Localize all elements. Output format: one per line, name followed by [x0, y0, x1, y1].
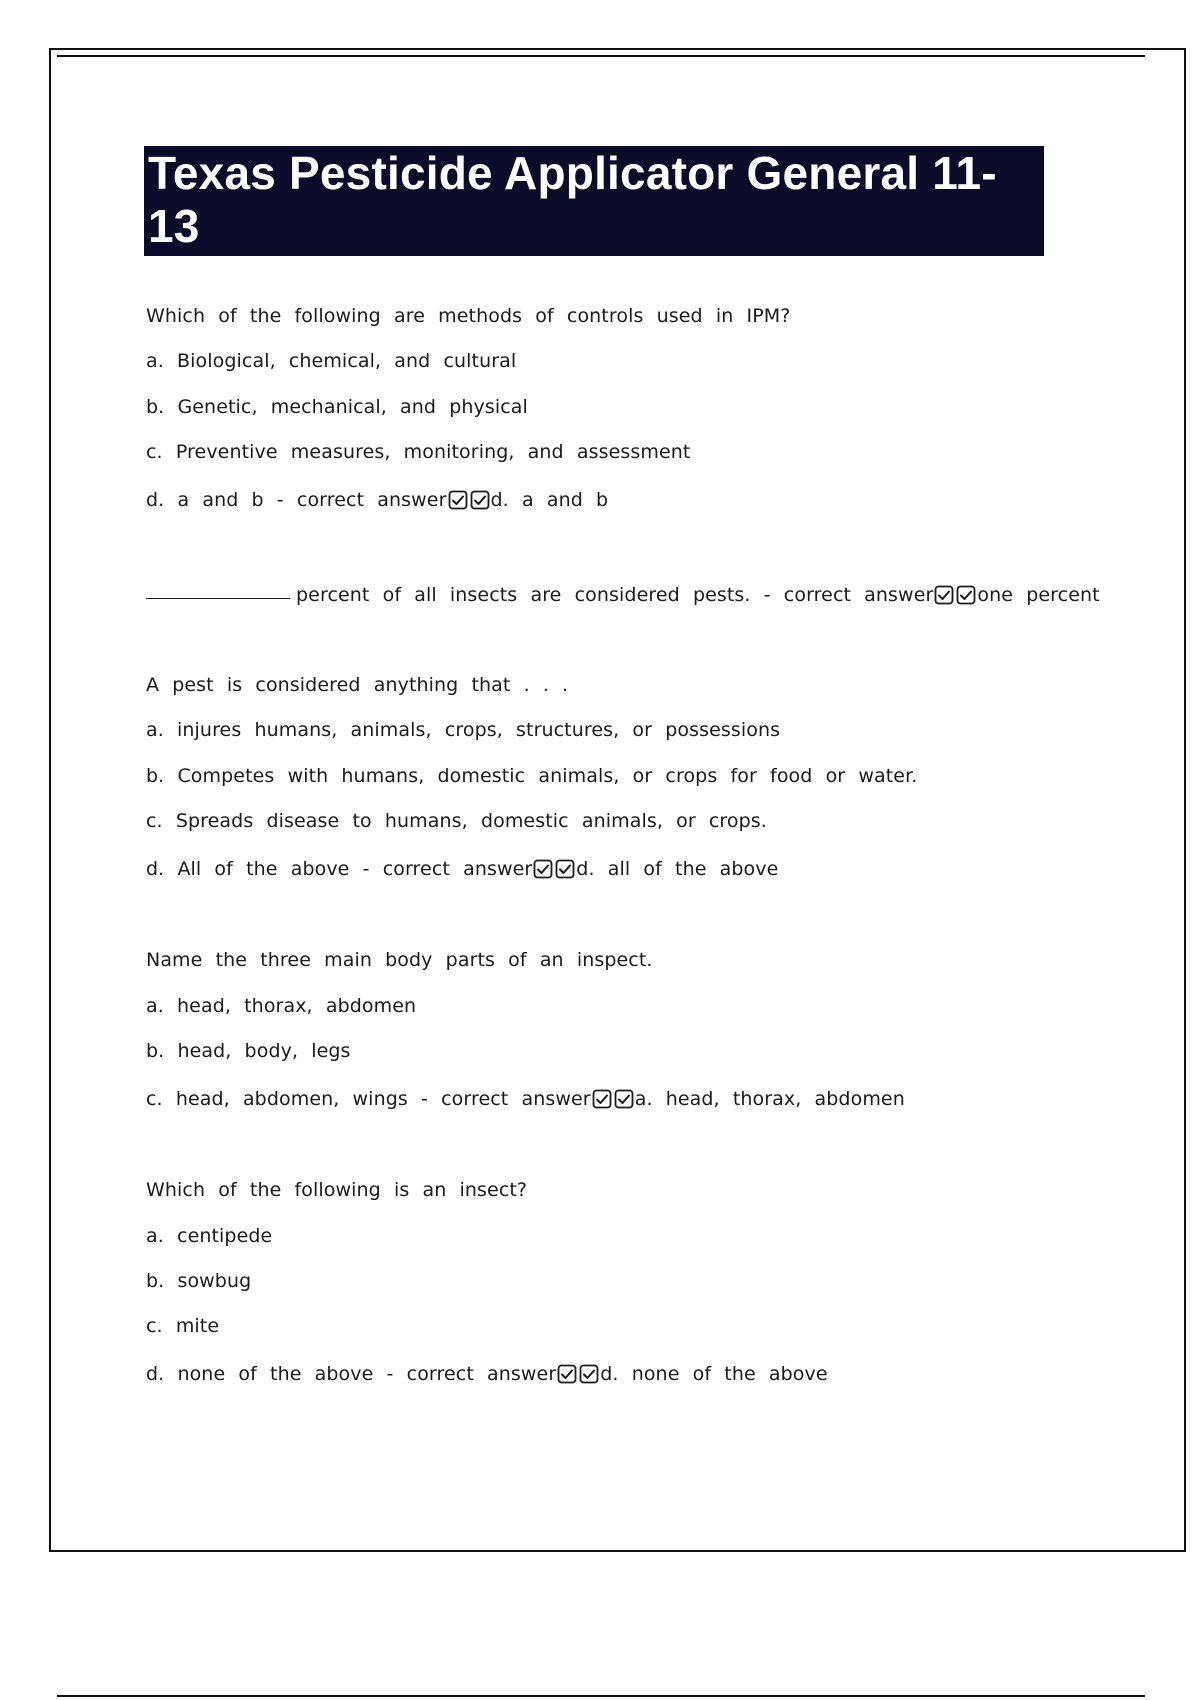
document-title	[148, 146, 1040, 253]
question-answer-line	[146, 488, 608, 512]
question-option: c. head, abdomen, wings - correct answer	[146, 1088, 591, 1110]
question-option: b. Competes with humans, domestic animals, or crops for food or water.	[146, 765, 918, 787]
title-banner	[144, 146, 1044, 256]
correct-answer-text: d. all of the above	[576, 858, 779, 880]
checkbox-check-icon	[533, 859, 553, 879]
question-option: c. Preventive measures, monitoring, and assessment	[146, 441, 691, 463]
question-option: b. head, body, legs	[146, 1040, 351, 1062]
checkbox-check-icon	[592, 1089, 612, 1109]
checkbox-check-icon	[614, 1089, 634, 1109]
fill-in-blank	[146, 598, 290, 599]
checkbox-check-icon	[934, 585, 954, 605]
document-title-line-2: 13	[148, 200, 200, 252]
checkbox-check-icon	[470, 490, 490, 510]
question-option: a. head, thorax, abdomen	[146, 995, 417, 1017]
question-prompt: Name the three main body parts of an inspect.	[146, 949, 653, 971]
correct-answer-text: a. head, thorax, abdomen	[634, 1088, 905, 1110]
question-prompt: A pest is considered anything that . . .	[146, 674, 569, 696]
question-prompt: Which of the following is an insect?	[146, 1179, 528, 1201]
question-answer-line	[146, 857, 778, 881]
question-option: c. mite	[146, 1315, 220, 1337]
correct-answer-text: d. a and b	[490, 489, 609, 511]
correct-answer-text: one percent	[977, 584, 1100, 606]
correct-answer-text: d. none of the above	[600, 1363, 828, 1385]
page-frame	[49, 48, 1186, 1552]
question-option: d. All of the above - correct answer	[146, 858, 533, 880]
question-option: b. sowbug	[146, 1270, 252, 1292]
bottom-rule	[57, 1695, 1145, 1697]
checkbox-check-icon	[448, 490, 468, 510]
checkbox-check-icon	[956, 585, 976, 605]
question-option: b. Genetic, mechanical, and physical	[146, 396, 528, 418]
question-option: d. none of the above - correct answer	[146, 1363, 557, 1385]
question-prompt: percent of all insects are considered pests. - correct answer	[296, 584, 934, 606]
question-option: a. centipede	[146, 1225, 273, 1247]
document-title-line-1: Texas Pesticide Applicator General 11-	[148, 147, 997, 199]
checkbox-check-icon	[557, 1364, 577, 1384]
question-option: a. injures humans, animals, crops, structures, or possessions	[146, 719, 781, 741]
question-option: d. a and b - correct answer	[146, 489, 447, 511]
question-answer-line	[146, 1362, 828, 1386]
question-answer-line	[146, 1087, 905, 1111]
checkbox-check-icon	[579, 1364, 599, 1384]
question-option: a. Biological, chemical, and cultural	[146, 350, 517, 372]
question-option: c. Spreads disease to humans, domestic animals, or crops.	[146, 810, 767, 832]
question-prompt: Which of the following are methods of controls used in IPM?	[146, 305, 791, 327]
checkbox-check-icon	[555, 859, 575, 879]
question-answer-line	[146, 583, 1100, 607]
